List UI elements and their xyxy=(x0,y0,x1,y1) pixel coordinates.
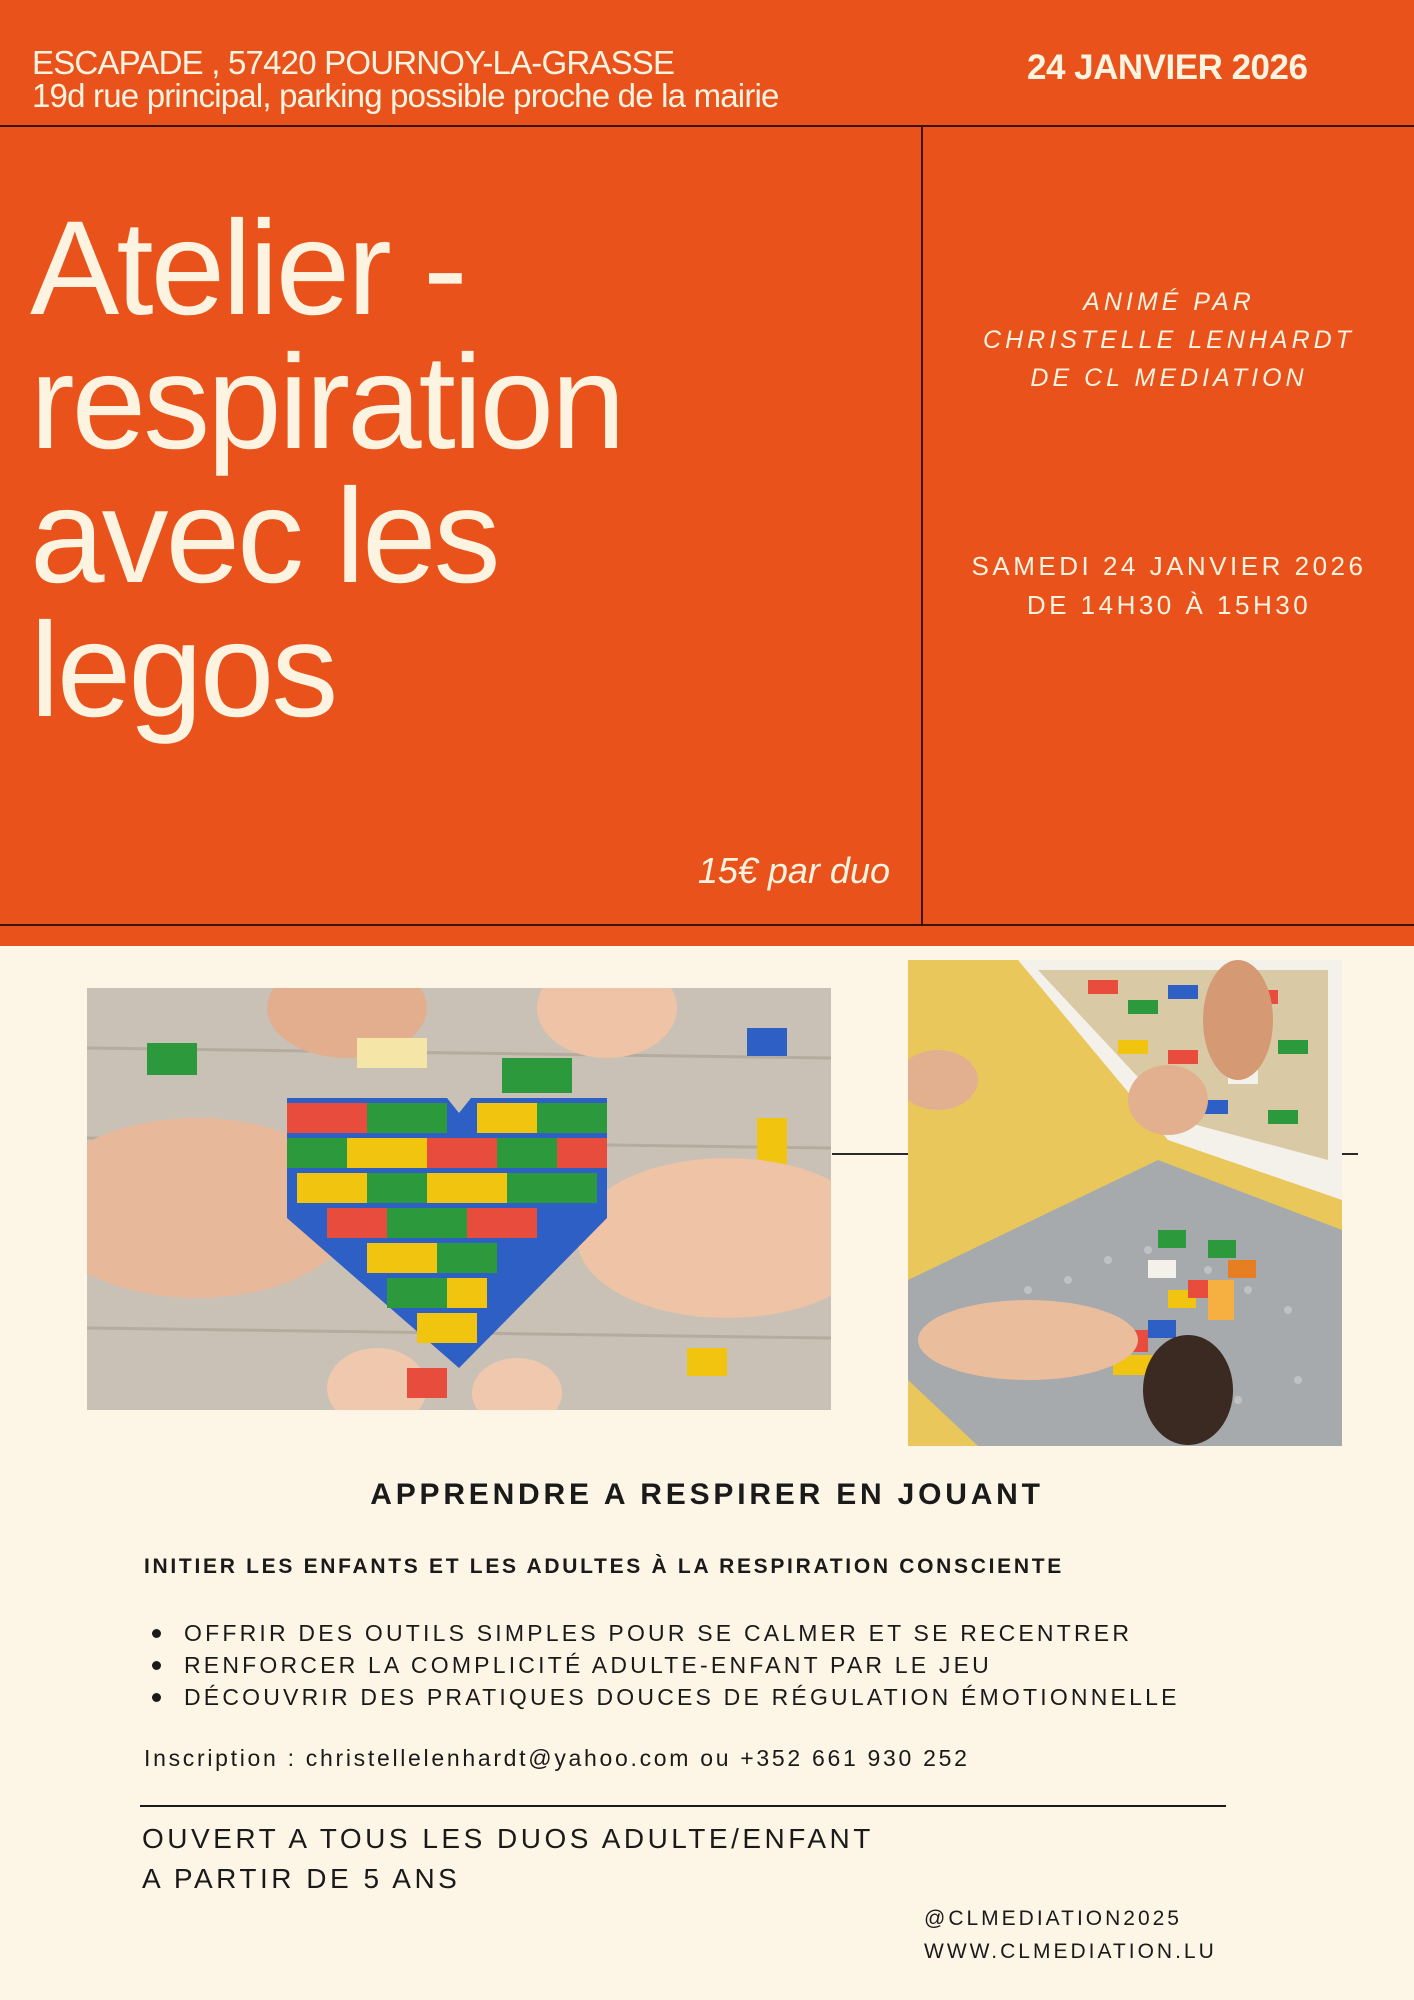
event-title xyxy=(30,194,930,745)
audience-line-1: OUVERT A TOUS LES DUOS ADULTE/ENFANT xyxy=(142,1823,874,1854)
price-label: 15€ par duo xyxy=(697,850,890,891)
lego-heart-photo xyxy=(87,988,831,1410)
schedule-line-2: DE 14H30 À 15H30 xyxy=(1026,590,1312,620)
list-item: OFFRIR DES OUTILS SIMPLES POUR SE CALMER ET SE RECENTRER xyxy=(152,1617,1180,1649)
event-date: 24 JANVIER 2026 xyxy=(1027,48,1308,87)
sub-heading: INITIER LES ENFANTS ET LES ADULTES À LA RESPIRATION CONSCIENTE xyxy=(144,1555,1064,1578)
venue-address xyxy=(32,46,779,112)
title-line-4: legos xyxy=(30,596,336,745)
schedule-info xyxy=(924,547,1414,625)
banner-bottom-divider xyxy=(0,924,1414,926)
venue-line-2: 19d rue principal, parking possible proche de la mairie xyxy=(32,77,779,114)
social-links xyxy=(924,1902,1217,1968)
title-line-1: Atelier - xyxy=(30,194,465,343)
host-line-3: DE CL MEDIATION xyxy=(1030,364,1308,392)
venue-line-1: ESCAPADE , 57420 POURNOY-LA-GRASSE xyxy=(32,44,675,81)
header-divider xyxy=(0,125,1414,127)
audience-line-2: A PARTIR DE 5 ANS xyxy=(142,1863,461,1894)
list-item: RENFORCER LA COMPLICITÉ ADULTE-ENFANT PAR LE JEU xyxy=(152,1649,1180,1681)
audience-info xyxy=(142,1819,874,1899)
host-info xyxy=(924,283,1414,397)
bottom-divider xyxy=(140,1805,1226,1807)
title-line-3: avec les xyxy=(30,462,498,611)
instagram-handle: @CLMEDIATION2025 xyxy=(924,1907,1182,1930)
list-item: DÉCOUVRIR DES PRATIQUES DOUCES DE RÉGULATION ÉMOTIONNELLE xyxy=(152,1681,1180,1713)
children-lego-photo xyxy=(908,960,1342,1446)
inscription-contact: Inscription : christellelenhardt@yahoo.com ou +352 661 930 252 xyxy=(144,1745,970,1771)
host-line-1: ANIMÉ PAR xyxy=(1083,288,1255,316)
website-url: WWW.CLMEDIATION.LU xyxy=(924,1940,1217,1963)
title-line-2: respiration xyxy=(30,328,623,477)
benefits-list xyxy=(152,1617,1180,1713)
schedule-line-1: SAMEDI 24 JANVIER 2026 xyxy=(971,551,1367,581)
main-heading: APPRENDRE A RESPIRER EN JOUANT xyxy=(370,1478,1044,1511)
host-line-2: CHRISTELLE LENHARDT xyxy=(983,326,1355,354)
